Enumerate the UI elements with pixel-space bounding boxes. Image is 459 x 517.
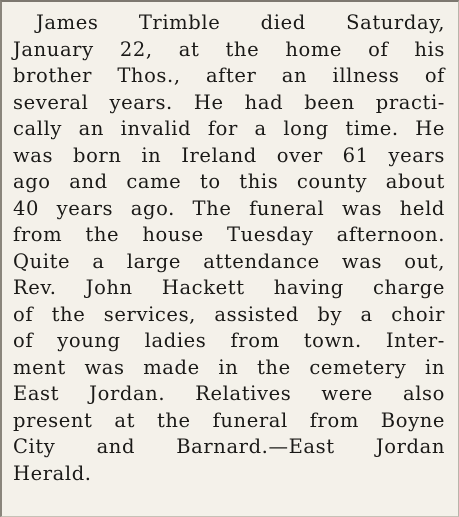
- article-line: was born in Ireland over 61 years: [13, 143, 445, 167]
- article-line: Quite a large attendance was out,: [13, 249, 445, 273]
- obituary-article: [13, 10, 459, 487]
- article-line: ment was made in the cemetery in: [13, 355, 445, 379]
- article-line: from the house Tuesday afternoon.: [13, 223, 445, 246]
- article-line: January 22, at the home of his: [13, 37, 445, 61]
- article-line: cally an invalid for a long time. He: [13, 117, 445, 140]
- article-line: ago and came to this county about: [13, 170, 445, 193]
- article-line: James Trimble died Saturday,: [36, 11, 445, 34]
- article-line: East Jordan. Relatives were also: [13, 382, 445, 405]
- article-line: Rev. John Hackett having charge: [13, 276, 445, 299]
- article-line: City and Barnard.—East Jordan: [13, 435, 445, 458]
- article-line: of the services, assisted by a choir: [13, 302, 445, 326]
- article-line: Herald.: [13, 461, 92, 485]
- article-line: present at the funeral from Boyne: [13, 408, 445, 432]
- article-line: several years. He had been practi-: [13, 90, 445, 114]
- article-line: of young ladies from town. Inter-: [13, 329, 445, 352]
- article-line: 40 years ago. The funeral was held: [13, 196, 445, 220]
- article-line: brother Thos., after an illness of: [13, 64, 445, 87]
